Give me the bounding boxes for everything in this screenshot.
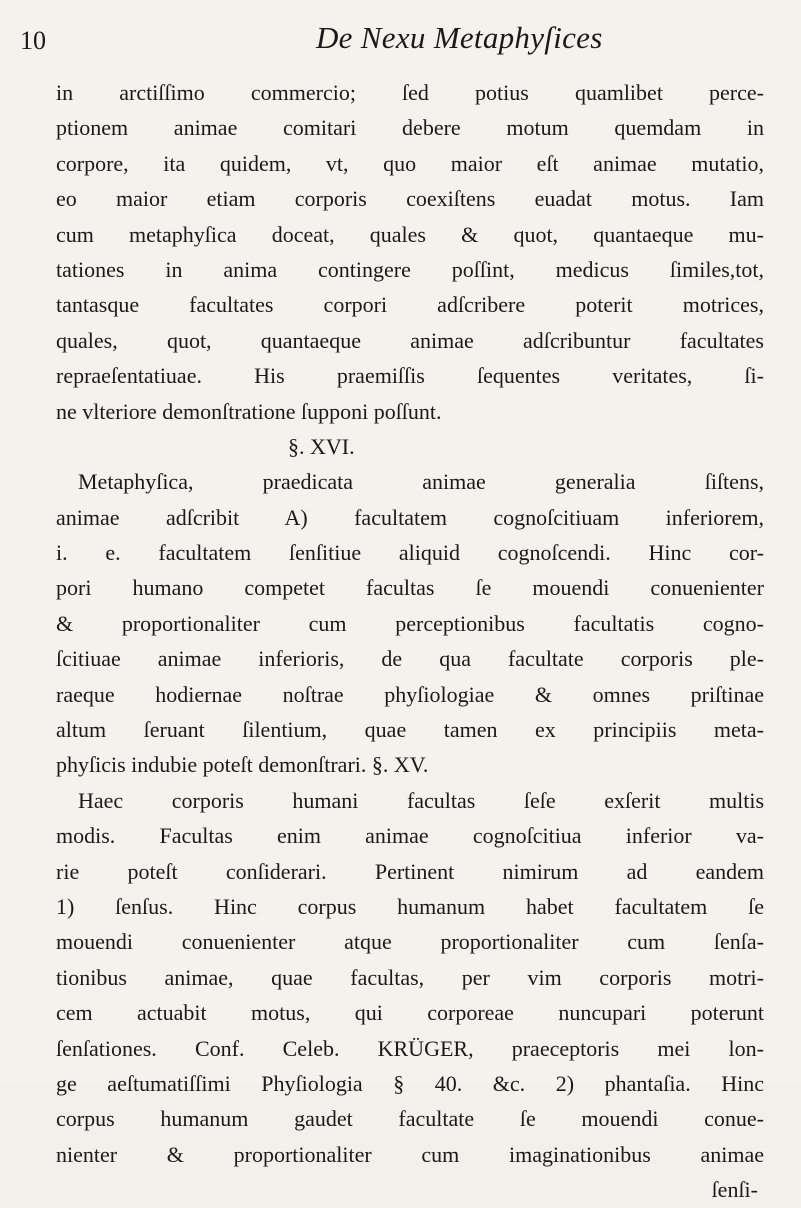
text-line: & proportionaliter cum perceptionibus facultatis cogno-: [56, 610, 764, 636]
text-line: modis. Facultas enim animae cognoſcitiua inferior va-: [56, 823, 764, 849]
text-line: ne vlteriore demonſtratione ſupponi poſſunt.: [56, 398, 442, 424]
text-line: in arctiſſimo commercio; ſed potius quamlibet perce-: [56, 80, 764, 105]
text-line: repraeſentatiuae. His praemiſſis ſequentes veritates, ſi-: [56, 363, 764, 389]
text-line: corpus humanum gaudet facultate ſe mouendi conue-: [56, 1106, 764, 1132]
running-title: De Nexu Metaphyſices: [316, 20, 603, 55]
main-text: [52, 75, 764, 1208]
catchword: ſenſi-: [711, 1177, 758, 1203]
text-line: ptionem animae comitari debere motum quemdam in: [56, 115, 764, 141]
text-line: altum ſeruant ſilentium, quae tamen ex principiis meta-: [56, 717, 764, 743]
text-line: pori humano competet facultas ſe mouendi conuenienter: [56, 575, 764, 601]
text-line: mouendi conuenienter atque proportionaliter cum ſenſa-: [56, 929, 764, 955]
text-line: ge aeſtumatiſſimi Phyſiologia § 40. &c. 2) phantaſia. Hinc: [56, 1070, 764, 1096]
text-line: cum metaphyſica doceat, quales & quot, quantaeque mu-: [56, 221, 764, 247]
text-line: ſenſationes. Conf. Celeb. KRÜGER, praeceptoris mei lon-: [56, 1035, 764, 1061]
text-line: corpore, ita quidem, vt, quo maior eſt animae mutatio,: [56, 150, 764, 176]
text-line: Haec corporis humani facultas ſeſe exſerit multis: [78, 787, 764, 813]
page-number: 10: [20, 26, 46, 55]
text-line: 1) ſenſus. Hinc corpus humanum habet facultatem ſe: [56, 893, 764, 919]
text-line: tantasque facultates corpori adſcribere poterit motrices,: [56, 292, 764, 318]
text-line: eo maior etiam corporis coexiſtens euadat motus. Iam: [56, 186, 764, 212]
text-line: raeque hodiernae noſtrae phyſiologiae & omnes priſtinae: [56, 681, 764, 707]
text-line: tionibus animae, quae facultas, per vim corporis motri-: [56, 964, 764, 990]
text-line: rie poteſt conſiderari. Pertinent nimirum ad eandem: [56, 858, 764, 884]
text-line: Metaphyſica, praedicata animae generalia ſiſtens,: [78, 469, 764, 495]
text-line: animae adſcribit A) facultatem cognoſcitiuam inferiorem,: [56, 504, 764, 530]
text-line: phyſicis indubie poteſt demonſtrari. §. XV.: [56, 752, 429, 778]
text-line: ſcitiuae animae inferioris, de qua facultate corporis ple-: [56, 646, 764, 672]
section-heading: §. XVI.: [288, 433, 355, 459]
text-line: cem actuabit motus, qui corporeae nuncupari poterunt: [56, 1000, 764, 1026]
text-line: i. e. facultatem ſenſitiue aliquid cognoſcendi. Hinc cor-: [56, 540, 764, 566]
text-line: nienter & proportionaliter cum imaginationibus animae: [56, 1141, 764, 1167]
text-line: tationes in anima contingere poſſint, medicus ſimiles,tot,: [56, 256, 764, 282]
text-line: quales, quot, quantaeque animae adſcribuntur facultates: [56, 327, 764, 353]
